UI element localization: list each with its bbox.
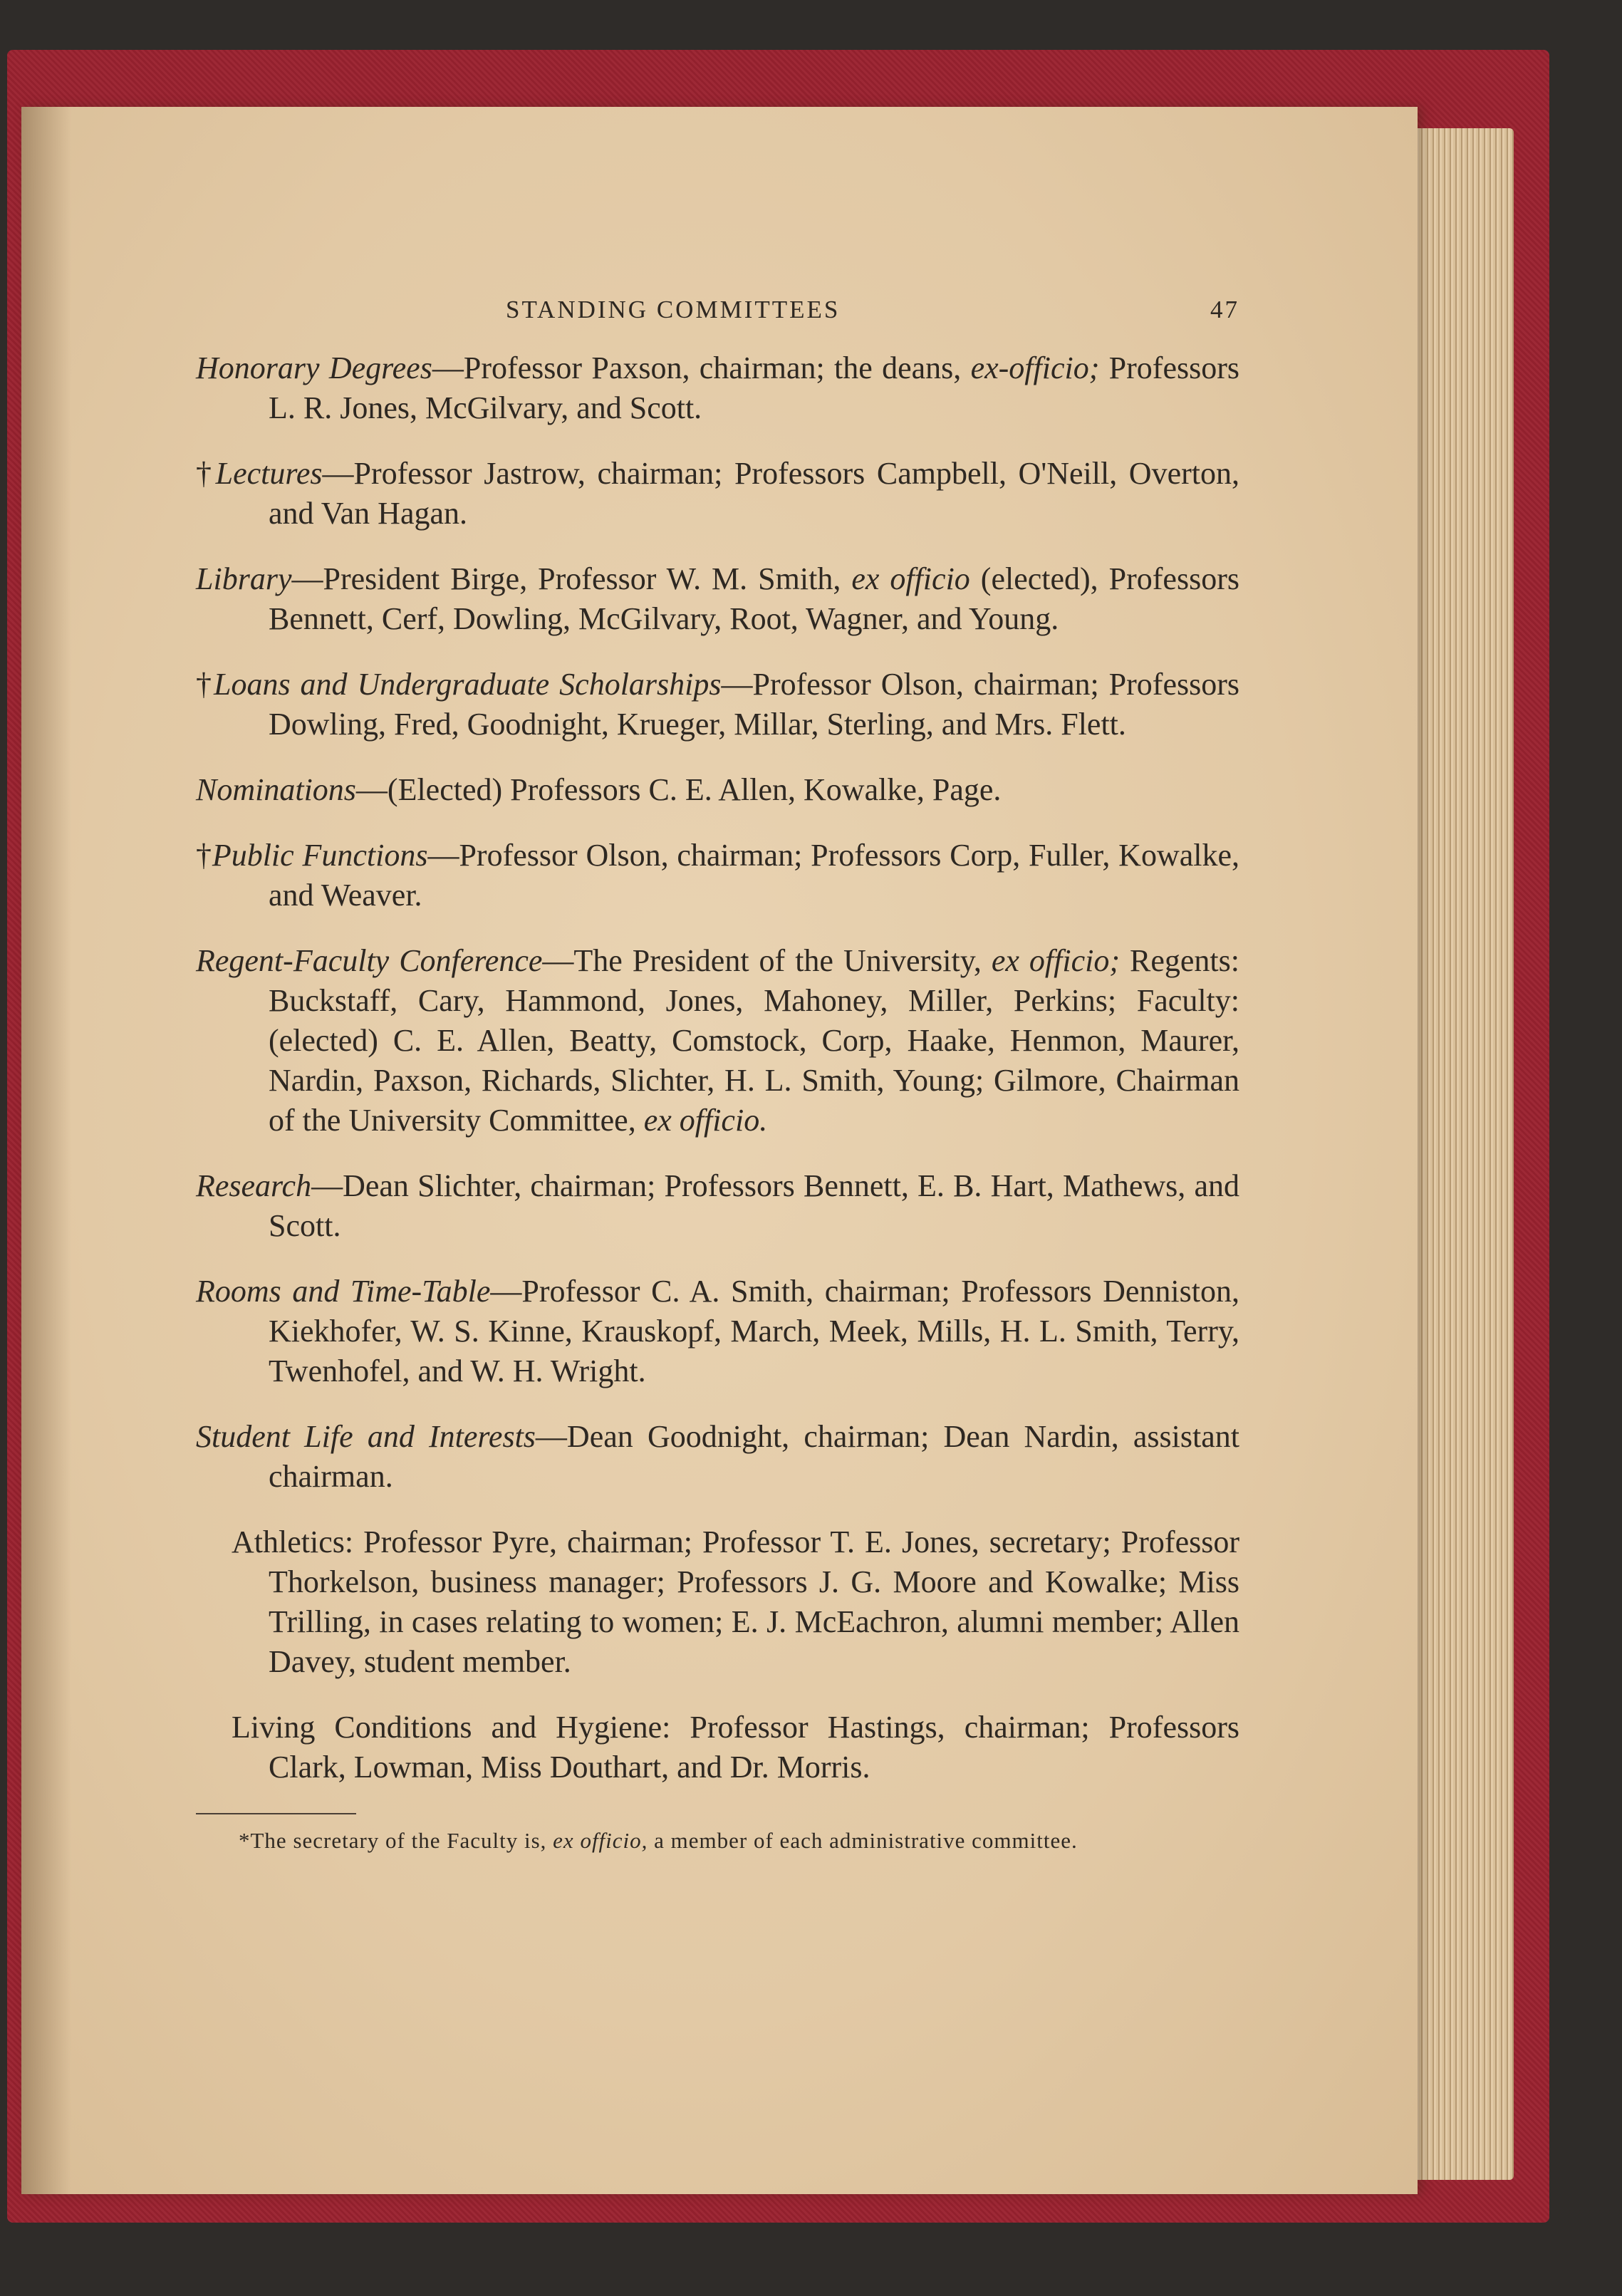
dagger-mark: †: [196, 667, 214, 702]
running-title: STANDING COMMITTEES: [506, 296, 841, 323]
committee-name: Loans and Undergraduate Scholarships: [213, 667, 722, 702]
subcommittee-entry: Athletics: Professor Pyre, chairman; Professor T. E. Jones, secretary; Professor Thorkelson, business manager; Professors J. G. Moore and Kowalke; Miss Trilling, in cases relating to women; E. J. McEachron, alumni member; Allen Davey, student member.: [232, 1524, 1239, 1679]
committee-members: —(Elected) Professors C. E. Allen, Kowalke, Page.: [355, 772, 1002, 807]
subcommittee-list: [196, 1522, 1239, 1787]
book-page: [21, 107, 1418, 2194]
page-number: 47: [1210, 296, 1239, 323]
dagger-mark: †: [196, 838, 212, 873]
footnote: [196, 1829, 1239, 1853]
committee-entry: [196, 559, 1239, 639]
committee-entry: [196, 1166, 1239, 1246]
committee-members: (elected), Professors Bennett, Cerf, Dowling, McGilvary, Root, Wagner, and Young.: [269, 561, 1239, 636]
italic-phrase: ex officio;: [991, 943, 1121, 978]
committee-name: Honorary Degrees: [196, 350, 432, 385]
committee-members: —Professor Paxson, chairman; the deans,: [432, 350, 971, 385]
committee-name: Research: [196, 1168, 312, 1203]
committee-name: Nominations: [196, 772, 356, 807]
italic-phrase: ex officio.: [643, 1103, 768, 1138]
committee-name: Lectures: [215, 456, 323, 491]
committee-entry: [196, 770, 1239, 810]
committee-members: Regents: Buckstaff, Cary, Hammond, Jones, Mahoney, Miller, Perkins; Faculty: (elected) C. E. Allen, Beatty, Comstock, Corp, Haake, Henmon, Maurer, Nardin, Paxson, Richards, Slichter, H. L. Smith, Young; Gilmore, Chairman of the University Committee,: [269, 943, 1239, 1138]
committee-entry: [196, 348, 1239, 428]
gutter-shadow: [21, 107, 71, 2194]
committee-name: Student Life and Interests: [196, 1419, 536, 1454]
committee-entry: [196, 1417, 1239, 1497]
committee-entry: [196, 665, 1239, 744]
committee-members: —Dean Slichter, chairman; Professors Bennett, E. B. Hart, Mathews, and Scott.: [269, 1168, 1239, 1243]
subcommittee-entry: Living Conditions and Hygiene: Professor Hastings, chairman; Professors Clark, Lowman, Miss Douthart, and Dr. Morris.: [232, 1710, 1239, 1785]
page-content: [196, 296, 1239, 1853]
committee-name: Library: [196, 561, 292, 596]
committee-entry: [196, 454, 1239, 534]
committee-members: —Professor Olson, chairman; Professors Corp, Fuller, Kowalke, and Weaver.: [269, 838, 1239, 913]
committee-members: —Professor Olson, chairman; Professors Dowling, Fred, Goodnight, Krueger, Millar, Sterling, and Mrs. Flett.: [269, 667, 1239, 742]
committee-name: Rooms and Time-Table: [196, 1274, 491, 1309]
footnote-italic: ex officio,: [553, 1828, 648, 1853]
committee-entry: [196, 836, 1239, 915]
committee-members: —The President of the University,: [542, 943, 992, 978]
committee-members: —Dean Goodnight, chairman; Dean Nardin, assistant chairman.: [269, 1419, 1239, 1494]
footnote-before: *The secretary of the Faculty is,: [239, 1828, 553, 1853]
italic-phrase: ex officio: [851, 561, 970, 596]
committee-members: —Professor C. A. Smith, chairman; Professors Denniston, Kiekhofer, W. S. Kinne, Krauskopf, March, Meek, Mills, H. L. Smith, Terry, Twenhofel, and W. H. Wright.: [269, 1274, 1239, 1388]
dagger-mark: †: [196, 456, 216, 491]
committee-members: —Professor Jastrow, chairman; Professors Campbell, O'Neill, Overton, and Van Hagan.: [269, 456, 1239, 531]
committee-entry: [196, 941, 1239, 1141]
committee-list: [196, 348, 1239, 1497]
footnote-rule: [196, 1813, 356, 1814]
committee-members: Professors L. R. Jones, McGilvary, and Scott.: [269, 350, 1239, 425]
committee-entry: [196, 1272, 1239, 1391]
committee-members: —President Birge, Professor W. M. Smith,: [291, 561, 852, 596]
committee-name: Regent-Faculty Conference: [196, 943, 543, 978]
running-header: [196, 296, 1239, 324]
committee-name: Public Functions: [212, 838, 428, 873]
italic-phrase: ex-officio;: [970, 350, 1100, 385]
footnote-after: a member of each administrative committee.: [648, 1828, 1078, 1853]
